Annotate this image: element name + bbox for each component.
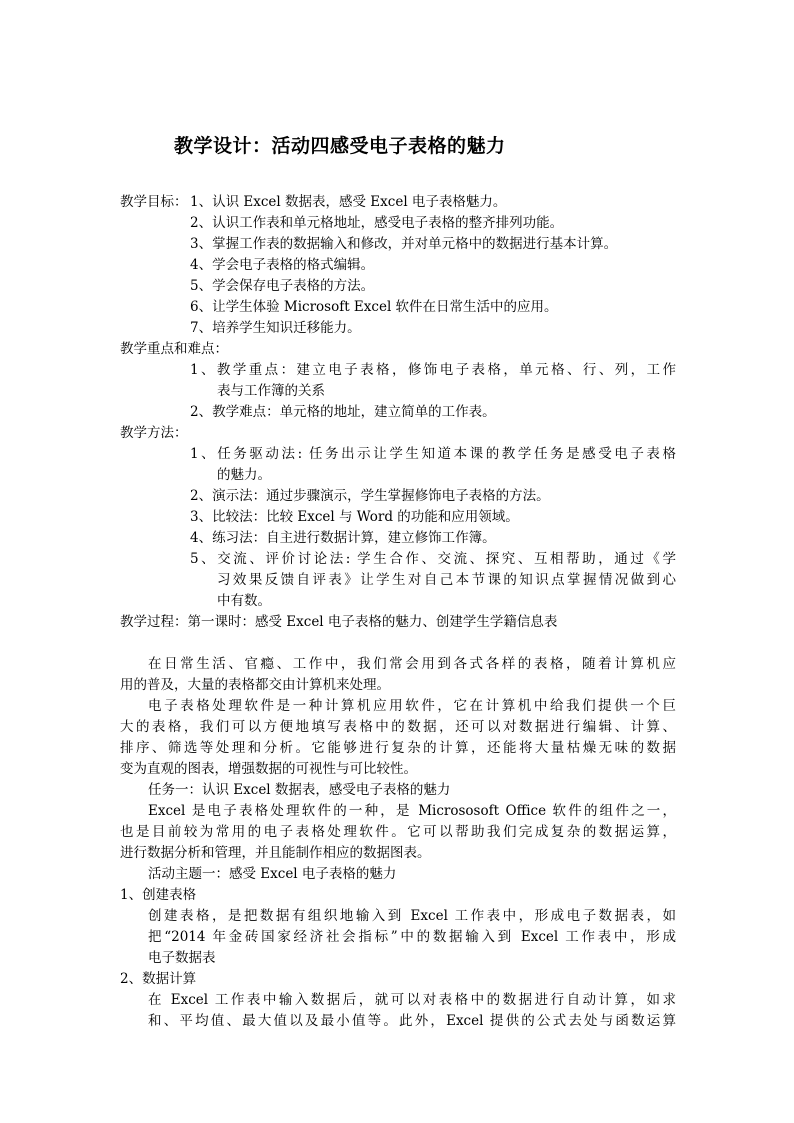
process-label: 教学过程：第一课时：感受 Excel 电子表格的魅力、创建学生学籍信息表	[120, 614, 558, 630]
body-paragraph-line: 创建表格，是把数据有组织地输入到 Excel 工作表中，形成电子数据表，如	[148, 908, 676, 924]
keypoint-item: 1、教学重点：建立电子表格，修饰电子表格，单元格、行、列，工作	[190, 362, 676, 378]
body-paragraph-line: 在 Excel 工作表中输入数据后，就可以对表格中的数据进行自动计算，如求	[148, 992, 676, 1008]
method-item-cont: 习效果反馈自评表》让学生对自己本节课的知识点掌握情况做到心	[217, 572, 676, 588]
goals-label: 教学目标：	[120, 194, 188, 210]
section-heading: 2、数据计算	[120, 971, 197, 987]
body-paragraph-line: 排序、筛选等处理和分析。它能够进行复杂的计算，还能将大量枯燥无味的数据	[120, 740, 676, 756]
task-heading: 任务一：认识 Excel 数据表，感受电子表格的魅力	[148, 782, 451, 798]
goal-item: 1、认识 Excel 数据表，感受 Excel 电子表格魅力。	[190, 194, 507, 210]
section-heading: 1、创建表格	[120, 887, 197, 903]
method-item: 4、练习法：自主进行数据计算，建立修饰工作簿。	[190, 530, 496, 546]
methods-label: 教学方法：	[120, 425, 188, 441]
method-item: 5、交流、评价讨论法: 学生合作、交流、探究、互相帮助，通过《学	[190, 551, 676, 567]
body-paragraph-line: 把“2014 年金砖国家经济社会指标”中的数据输入到 Excel 工作表中，形成	[148, 929, 676, 945]
body-paragraph-line: 也是目前较为常用的电子表格处理软件。它可以帮助我们完成复杂的数据运算，	[120, 824, 676, 840]
body-paragraph-line: 在日常生活、官瘾、工作中，我们常会用到各式各样的表格，随着计算机应	[148, 656, 676, 672]
goal-item: 6、让学生体验 Microsoft Excel 软件在日常生活中的应用。	[190, 299, 558, 315]
body-paragraph-line: 进行数据分析和管理，并且能制作相应的数据图表。	[120, 845, 431, 861]
goal-item: 4、学会电子表格的格式编辑。	[190, 257, 375, 273]
body-paragraph-line: 变为直观的图表，增强数据的可视性与可比较性。	[120, 761, 417, 777]
method-item-cont: 的魅力。	[217, 467, 271, 483]
method-item: 2、演示法：通过步骤演示，学生掌握修饰电子表格的方法。	[190, 488, 550, 504]
method-item: 1、任务驱动法: 任务出示让学生知道本课的教学任务是感受电子表格	[190, 446, 676, 462]
keypoint-item-cont: 表与工作簿的关系	[217, 383, 325, 399]
body-paragraph-line: 大的表格，我们可以方便地填写表格中的数据，还可以对数据进行编辑、计算、	[120, 719, 676, 735]
method-item: 3、比较法：比较 Excel 与 Word 的功能和应用领域。	[190, 509, 519, 525]
keypoint-item: 2、教学难点：单元格的地址，建立简单的工作表。	[190, 404, 496, 420]
body-paragraph-line: 电子数据表	[148, 950, 216, 966]
method-item-cont: 中有数。	[217, 593, 271, 609]
keypoints-label: 教学重点和难点：	[120, 341, 228, 357]
goal-item: 3、掌握工作表的数据输入和修改，并对单元格中的数据进行基本计算。	[190, 236, 618, 252]
goal-item: 7、培养学生知识迁移能力。	[190, 320, 361, 336]
body-paragraph-line: 用的普及，大量的表格都交由计算机来处理。	[120, 677, 390, 693]
body-paragraph-line: Excel 是电子表格处理软件的一种，是 Micrososoft Office 软件的组件之一，	[148, 803, 676, 819]
body-paragraph-line: 电子表格处理软件是一种计算机应用软件，它在计算机中给我们提供一个巨	[148, 698, 676, 714]
activity-theme-heading: 活动主题一：感受 Excel 电子表格的魅力	[148, 866, 397, 882]
goal-item: 5、学会保存电子表格的方法。	[190, 278, 375, 294]
goal-item: 2、认识工作表和单元格地址，感受电子表格的整齐排列功能。	[190, 215, 564, 231]
page-title: 教学设计：活动四感受电子表格的魅力	[174, 135, 506, 157]
body-paragraph-line: 和、平均值、最大值以及最小值等。此外，Excel 提供的公式去处与函数运算	[148, 1013, 676, 1029]
